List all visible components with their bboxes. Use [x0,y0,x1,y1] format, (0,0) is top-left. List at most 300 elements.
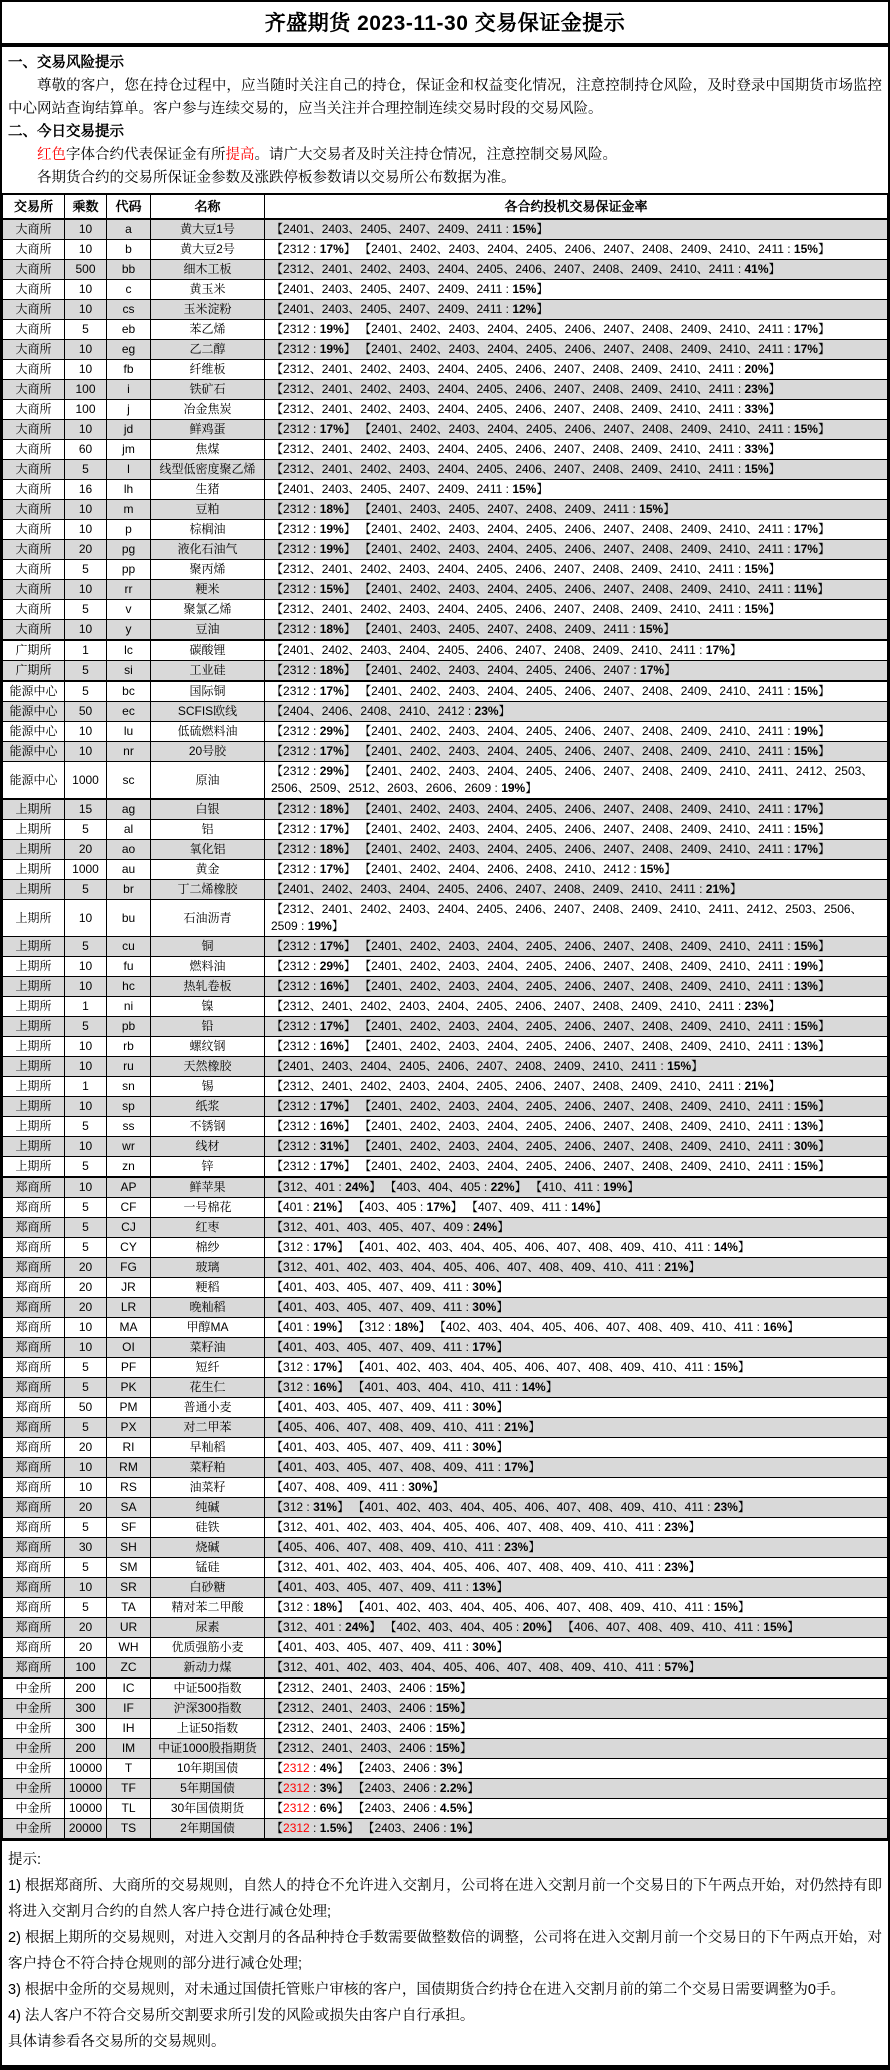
cell-name: 氧化铝 [151,840,265,860]
contract-months: 2401、2402、2403、2404、2405、2406、2407、2408、2409、2410、2411 [371,822,784,836]
cell-name: 铝 [151,820,265,840]
cell-margin-rates [265,1739,888,1759]
table-row [3,1177,888,1198]
cell-code: v [107,600,151,620]
margin-rate-segment: 【2401、2402、2403、2404、2405、2406、2407、2408、2409、2410、2411 : 15%】 [359,242,830,256]
cell-name: 铜 [151,937,265,957]
table-row [3,1799,888,1819]
cell-multiplier: 10000 [65,1799,107,1819]
margin-rate-segment: 【2312 : 29%】 [271,724,356,738]
cell-code: TA [107,1598,151,1618]
cell-margin-rates [265,900,888,937]
cell-code: MA [107,1318,151,1338]
margin-rate-segment: 【2312 : 17%】 [271,422,356,436]
margin-rate-segment: 【2312 : 18%】 [271,502,356,516]
cell-margin-rates [265,540,888,560]
cell-exchange: 中金所 [3,1759,65,1779]
margin-rate-value: 19% [793,959,818,973]
cell-margin-rates [265,360,888,380]
margin-rate-segment: 【2312、2401、2402、2403、2404、2405、2406、2407、2408、2409、2410、2411 : 15%】 [271,462,781,476]
cell-exchange: 中金所 [3,1819,65,1839]
margin-rate-segment: 【401、403、405、407、409、411 : 30%】 [271,1280,509,1294]
cell-multiplier: 5 [65,320,107,340]
cell-code: WH [107,1638,151,1658]
cell-exchange: 郑商所 [3,1398,65,1418]
cell-multiplier: 60 [65,440,107,460]
contract-months: 2401、2402、2403、2404、2405、2406、2407、2408、2409、2410、2411 [371,1039,784,1053]
cell-multiplier: 10 [65,520,107,540]
margin-rate-value: 6% [319,1801,338,1815]
cell-margin-rates [265,1298,888,1318]
margin-rate-value: 15% [435,1741,460,1755]
cell-name: 沪深300指数 [151,1699,265,1719]
contract-months: 2401、2402、2403、2404、2405、2406、2407、2408、2409、2410、2411 [371,802,784,816]
margin-rate-segment: 【2403、2406 : 2.2%】 [352,1781,480,1795]
margin-rate-segment: 【2401、2402、2403、2404、2405、2406、2407、2408、2409、2410、2411 : 13%】 [359,1119,830,1133]
contract-months: 401 [283,1200,304,1214]
contract-months: 2401、2402、2403、2404、2405、2406、2407、2408、2409、2410、2411 [371,684,784,698]
margin-rate-segment: 【2401、2402、2403、2404、2405、2406、2407、2408、2409、2410、2411 : 15%】 [359,822,830,836]
cell-margin-rates [265,1518,888,1538]
table-row [3,1598,888,1618]
table-row [3,1137,888,1157]
cell-name: 聚氯乙烯 [151,600,265,620]
cell-multiplier: 10 [65,500,107,520]
table-row [3,957,888,977]
contract-months: 312、401 [283,1180,336,1194]
table-row [3,580,888,600]
contract-months: 312 [283,1240,304,1254]
table-row [3,1578,888,1598]
margin-rate-value: 33% [744,442,769,456]
cell-name: 粳稻 [151,1278,265,1298]
table-row [3,620,888,641]
cell-multiplier: 200 [65,1739,107,1759]
contract-months: 2312 [283,1039,310,1053]
cell-margin-rates [265,1017,888,1037]
cell-multiplier: 20 [65,1278,107,1298]
cell-multiplier: 1 [65,640,107,661]
cell-margin-rates [265,500,888,520]
margin-rate-value: 16% [319,1119,344,1133]
margin-rate-segment: 【2312、2401、2402、2403、2404、2405、2406、2407、2408、2409、2410、2411 : 23%】 [271,999,781,1013]
margin-rate-value: 17% [472,1340,497,1354]
table-row [3,1558,888,1578]
cell-code: pg [107,540,151,560]
contract-months: 2312 [283,342,310,356]
cell-name: 优质强筋小麦 [151,1638,265,1658]
cell-exchange: 上期所 [3,977,65,997]
table-row [3,1358,888,1378]
cell-name: 纯碱 [151,1498,265,1518]
margin-rate-segment: 【2312 : 3%】 [271,1781,350,1795]
cell-code: eb [107,320,151,340]
cell-multiplier: 10 [65,1478,107,1498]
margin-rate-value: 41% [744,262,769,276]
table-row [3,742,888,762]
cell-multiplier: 5 [65,560,107,580]
contract-months: 2312、2401、2402、2403、2404、2405、2406、2407、2408、2409、2410、2411 [283,402,735,416]
cell-exchange: 上期所 [3,840,65,860]
contract-months: 2312 [283,1781,310,1795]
cell-name: 短纤 [151,1358,265,1378]
cell-margin-rates [265,742,888,762]
cell-margin-rates [265,1278,888,1298]
margin-rate-table [2,193,888,1839]
margin-rate-segment: 【401、403、405、407、408、409、411 : 17%】 [271,1460,541,1474]
cell-code: wr [107,1137,151,1157]
table-row [3,1418,888,1438]
cell-exchange: 上期所 [3,1117,65,1137]
cell-multiplier: 200 [65,1678,107,1699]
table-row [3,1378,888,1398]
margin-rate-value: 15% [435,1721,460,1735]
table-row [3,1097,888,1117]
contract-months: 2312、2401、2403、2406 [283,1701,426,1715]
table-row [3,480,888,500]
margin-rate-value: 23% [713,1500,738,1514]
margin-rate-segment: 【401、403、404、410、411 : 14%】 [352,1380,558,1394]
margin-rate-value: 15% [744,602,769,616]
margin-rate-value: 30% [472,1300,497,1314]
intro-section [2,47,888,193]
cell-margin-rates [265,1699,888,1719]
margin-rate-segment: 【401、403、405、407、409、411 : 30%】 [271,1440,509,1454]
cell-margin-rates [265,1678,888,1699]
cell-exchange: 郑商所 [3,1177,65,1198]
note-item-2: 2) 根据上期所的交易规则，对进入交割月的各品种持仓手数需要做整数倍的调整，公司将在进入交割月前一个交易日的下午两点开始，对客户持仓不符合持仓规则的部分进行减仓处理; [8,1930,882,1972]
margin-rate-value: 15% [713,1600,738,1614]
margin-rate-segment: 【312、401、402、403、404、405、406、407、408、409、410、411 : 23%】 [271,1520,701,1534]
table-row [3,360,888,380]
cell-margin-rates [265,260,888,280]
margin-rate-segment: 【2312 : 17%】 [271,1099,356,1113]
table-header-row [3,194,888,219]
cell-margin-rates [265,1598,888,1618]
cell-multiplier: 20000 [65,1819,107,1839]
contract-months: 401、403、405、407、409、411 [283,1340,463,1354]
margin-rate-value: 23% [664,1520,689,1534]
cell-multiplier: 5 [65,820,107,840]
cell-code: j [107,400,151,420]
cell-margin-rates [265,977,888,997]
cell-multiplier: 1 [65,997,107,1017]
cell-code: al [107,820,151,840]
table-row [3,440,888,460]
margin-rate-segment: 【2401、2402、2403、2404、2405、2406、2407、2408、2409、2410、2411 : 19%】 [359,724,830,738]
cell-exchange: 上期所 [3,799,65,820]
margin-rate-value: 30% [793,1139,818,1153]
table-row [3,540,888,560]
contract-months: 2401、2403、2404、2405、2406、2407、2408、2409、2410、2411 [283,1059,658,1073]
margin-rate-value: 15% [793,242,818,256]
cell-multiplier: 5 [65,1418,107,1438]
cell-name: 聚丙烯 [151,560,265,580]
cell-name: 晚籼稻 [151,1298,265,1318]
cell-multiplier: 5 [65,1598,107,1618]
contract-months: 403、404、405 [396,1180,481,1194]
cell-margin-rates [265,480,888,500]
margin-rate-value: 17% [793,322,818,336]
margin-rate-segment: 【2401、2403、2405、2407、2408、2409、2411 : 15%】 [359,502,676,516]
cell-multiplier: 10 [65,1137,107,1157]
margin-rate-segment: 【2401、2402、2403、2404、2405、2406、2407、2408、2409、2410、2411 : 17%】 [271,643,742,657]
cell-multiplier: 10 [65,1318,107,1338]
margin-rate-value: 3% [319,1781,338,1795]
contract-months: 2312 [283,862,310,876]
margin-rate-segment: 【2401、2402、2403、2404、2405、2406、2407、2408、2409、2410、2411 : 15%】 [359,684,830,698]
margin-rate-segment: 【2312、2401、2403、2406 : 15%】 [271,1701,472,1715]
margin-rate-segment: 【312 : 16%】 [271,1380,350,1394]
cell-code: m [107,500,151,520]
table-row [3,340,888,360]
cell-code: ni [107,997,151,1017]
contract-months: 2312、2401、2402、2403、2404、2405、2406、2407、2408、2409、2410、2411 [283,362,735,376]
cell-exchange: 能源中心 [3,762,65,800]
note-item-1: 1) 根据郑商所、大商所的交易规则，自然人的持仓不允许进入交割月，公司将在进入交割月前一个交易日的下午两点开始，对仍然持有即将进入交割月合约的自然人客户持仓进行减仓处理; [8,1878,882,1920]
cell-code: zn [107,1157,151,1178]
cell-code: RI [107,1438,151,1458]
contract-months: 2312 [283,322,310,336]
margin-rate-segment: 【2312 : 17%】 [271,939,356,953]
margin-rate-value: 19% [313,1320,338,1334]
contract-months: 2401、2402、2403、2404、2405、2406、2407、2408、2409、2410、2411 [371,1019,784,1033]
margin-rate-segment: 【2312 : 18%】 [271,802,356,816]
cell-code: bc [107,681,151,702]
cell-exchange: 大商所 [3,620,65,641]
cell-exchange: 上期所 [3,860,65,880]
cell-code: JR [107,1278,151,1298]
margin-rate-value: 19% [319,522,344,536]
margin-rate-value: 29% [319,764,344,778]
contract-months: 2312 [283,582,310,596]
cell-multiplier: 5 [65,1518,107,1538]
cell-exchange: 郑商所 [3,1618,65,1638]
table-row [3,1218,888,1238]
cell-exchange: 大商所 [3,219,65,240]
margin-rate-value: 15% [640,862,665,876]
cell-exchange: 上期所 [3,1137,65,1157]
contract-months: 2401、2402、2403、2404、2405、2406、2407、2408、2409、2410、2411 [371,1159,784,1173]
cell-code: PK [107,1378,151,1398]
contract-months: 2401、2403、2405、2407、2409、2411 [283,482,503,496]
today-line-mid: 字体合约代表保证金有所 [66,147,226,163]
cell-exchange: 上期所 [3,1097,65,1117]
cell-exchange: 大商所 [3,280,65,300]
cell-margin-rates [265,1338,888,1358]
margin-rate-segment: 【312、401、402、403、404、405、406、407、408、409、410、411 : 57%】 [271,1660,701,1674]
contract-months: 2312 [283,242,310,256]
contract-months: 2312、2401、2402、2403、2404、2405、2406、2407、2408、2409、2410、2411 [283,262,735,276]
cell-name: 苯乙烯 [151,320,265,340]
cell-multiplier: 10 [65,1458,107,1478]
cell-name: 天然橡胶 [151,1057,265,1077]
cell-margin-rates [265,1077,888,1097]
cell-name: 热轧卷板 [151,977,265,997]
contract-months: 312 [283,1380,304,1394]
margin-rate-value: 17% [313,1360,338,1374]
today-line-tail: 。请广大交易者及时关注持仓情况，注意控制交易风险。 [254,147,617,163]
margin-rate-value: 17% [319,242,344,256]
contract-months: 407、408、409、411 [283,1480,399,1494]
contract-months: 401、402、403、404、405、406、407、408、409、410、411 [364,1360,704,1374]
cell-multiplier: 15 [65,799,107,820]
margin-rate-value: 15% [639,622,664,636]
margin-rate-segment: 【2403、2406 : 1%】 [362,1821,480,1835]
cell-margin-rates [265,1137,888,1157]
cell-multiplier: 100 [65,380,107,400]
cell-multiplier: 1 [65,1077,107,1097]
cell-margin-rates [265,1799,888,1819]
margin-rate-segment: 【401、403、405、407、409、411 : 30%】 [271,1400,509,1414]
table-row [3,1298,888,1318]
cell-margin-rates [265,640,888,661]
table-row [3,1077,888,1097]
cell-code: bb [107,260,151,280]
table-row [3,640,888,661]
notes-heading: 提示: [8,1852,42,1868]
table-row [3,1638,888,1658]
margin-rate-segment: 【405、406、407、408、409、410、411 : 23%】 [271,1540,541,1554]
margin-rate-value: 17% [319,1099,344,1113]
margin-rate-value: 21% [705,882,730,896]
margin-rate-value: 18% [319,502,344,516]
margin-rate-value: 15% [793,939,818,953]
table-row [3,1438,888,1458]
cell-margin-rates [265,1558,888,1578]
margin-rate-value: 15% [793,1159,818,1173]
cell-code: ag [107,799,151,820]
margin-rate-segment: 【2401、2402、2403、2404、2405、2406、2407、2408、2409、2410、2411 : 15%】 [359,939,830,953]
cell-code: bu [107,900,151,937]
margin-rate-segment: 【2401、2403、2405、2407、2409、2411 : 12%】 [271,302,549,316]
cell-name: 30年国债期货 [151,1799,265,1819]
margin-rate-value: 30% [472,1280,497,1294]
cell-multiplier: 20 [65,540,107,560]
cell-exchange: 郑商所 [3,1218,65,1238]
contract-months: 2312 [283,744,310,758]
cell-exchange: 郑商所 [3,1478,65,1498]
cell-multiplier: 5 [65,1198,107,1218]
cell-exchange: 大商所 [3,520,65,540]
col-header-multiplier: 乘数 [65,194,107,219]
cell-exchange: 能源中心 [3,702,65,722]
margin-rate-segment: 【2312 : 29%】 [271,764,356,778]
margin-rate-segment: 【401、402、403、404、405、406、407、408、409、410、411 : 14%】 [352,1240,750,1254]
contract-months: 2312 [283,684,310,698]
margin-rate-segment: 【2401、2403、2404、2405、2406、2407、2408、2409、2410、2411 : 15%】 [271,1059,704,1073]
cell-margin-rates [265,1198,888,1218]
cell-margin-rates [265,1719,888,1739]
margin-rate-segment: 【2312 : 17%】 [271,1019,356,1033]
margin-rate-value: 29% [319,724,344,738]
margin-rate-value: 13% [793,1119,818,1133]
cell-exchange: 郑商所 [3,1278,65,1298]
cell-exchange: 郑商所 [3,1338,65,1358]
margin-rate-value: 17% [793,342,818,356]
cell-margin-rates [265,1538,888,1558]
cell-margin-rates [265,661,888,682]
cell-multiplier: 30 [65,1538,107,1558]
cell-name: 中证1000股指期货 [151,1739,265,1759]
cell-code: c [107,280,151,300]
contract-months: 2312 [283,1019,310,1033]
cell-name: 新动力煤 [151,1658,265,1679]
col-header-margin-rates: 各合约投机交易保证金率 [265,194,888,219]
contract-months: 2312 [283,502,310,516]
table-row [3,860,888,880]
cell-margin-rates [265,1458,888,1478]
cell-margin-rates [265,560,888,580]
table-row [3,1538,888,1558]
cell-name: 不锈钢 [151,1117,265,1137]
cell-code: SA [107,1498,151,1518]
margin-rate-segment: 【401 : 21%】 [271,1200,350,1214]
cell-exchange: 大商所 [3,560,65,580]
cell-exchange: 能源中心 [3,681,65,702]
contract-months: 401、403、405、407、408、409、411 [283,1460,495,1474]
margin-rate-segment: 【407、408、409、411 : 30%】 [271,1480,445,1494]
margin-rate-segment: 【2401、2402、2403、2404、2405、2406、2407、2408、2409、2410、2411 : 19%】 [359,959,830,973]
cell-multiplier: 1000 [65,762,107,800]
cell-code: TF [107,1779,151,1799]
contract-months: 401、402、403、404、405、406、407、408、409、410、411 [364,1500,704,1514]
cell-multiplier: 10 [65,1097,107,1117]
contract-months: 2401、2403、2405、2407、2408、2409、2411 [371,502,630,516]
cell-margin-rates [265,957,888,977]
cell-name: 锰硅 [151,1558,265,1578]
cell-code: PX [107,1418,151,1438]
cell-exchange: 郑商所 [3,1658,65,1679]
cell-exchange: 大商所 [3,580,65,600]
margin-rate-segment: 【2401、2402、2403、2404、2405、2406、2407 : 17%】 [359,663,677,677]
table-row [3,1518,888,1538]
contract-months: 2312 [283,663,310,677]
page-title: 齐盛期货 2023-11-30 交易保证金提示 [2,2,888,47]
cell-margin-rates [265,1177,888,1198]
margin-rate-segment: 【2401、2402、2403、2404、2405、2406、2407、2408、2409、2410、2411 : 17%】 [359,542,830,556]
margin-rate-value: 57% [664,1660,689,1674]
margin-rate-value: 19% [307,919,332,933]
margin-rate-value: 17% [319,1159,344,1173]
cell-name: 国际铜 [151,681,265,702]
margin-rate-value: 17% [319,862,344,876]
cell-exchange: 大商所 [3,400,65,420]
margin-rate-value: 16% [319,1039,344,1053]
margin-rate-segment: 【2401、2402、2403、2404、2405、2406、2407、2408、2409、2410、2411 : 30%】 [359,1139,830,1153]
cell-exchange: 上期所 [3,1037,65,1057]
today-section-heading: 二、今日交易提示 [8,124,124,140]
margin-rate-value: 18% [319,622,344,636]
margin-rate-segment: 【406、407、408、409、410、411 : 15%】 [561,1620,800,1634]
table-row [3,560,888,580]
contract-months: 2401、2402、2403、2404、2405、2406、2407、2408、2409、2410、2411 [371,342,784,356]
margin-rate-value: 16% [313,1380,338,1394]
table-row [3,820,888,840]
contract-months: 2401、2402、2403、2404、2405、2406、2407、2408、2409、2410、2411 [371,939,784,953]
margin-rate-segment: 【2312、2401、2402、2403、2404、2405、2406、2407、2408、2409、2410、2411 : 41%】 [271,262,781,276]
cell-code: p [107,520,151,540]
cell-name: 工业硅 [151,661,265,682]
margin-rate-value: 21% [504,1420,529,1434]
margin-rate-segment: 【2401、2402、2403、2404、2405、2406、2407、2408、2409、2410、2411 : 17%】 [359,842,830,856]
cell-exchange: 能源中心 [3,742,65,762]
contract-months: 2401、2402、2403、2404、2405、2406、2407、2408、2409、2410、2411 [371,422,784,436]
cell-multiplier: 20 [65,1298,107,1318]
contract-months: 2312 [283,542,310,556]
margin-rate-value: 15% [793,422,818,436]
margin-rate-value: 20% [522,1620,547,1634]
